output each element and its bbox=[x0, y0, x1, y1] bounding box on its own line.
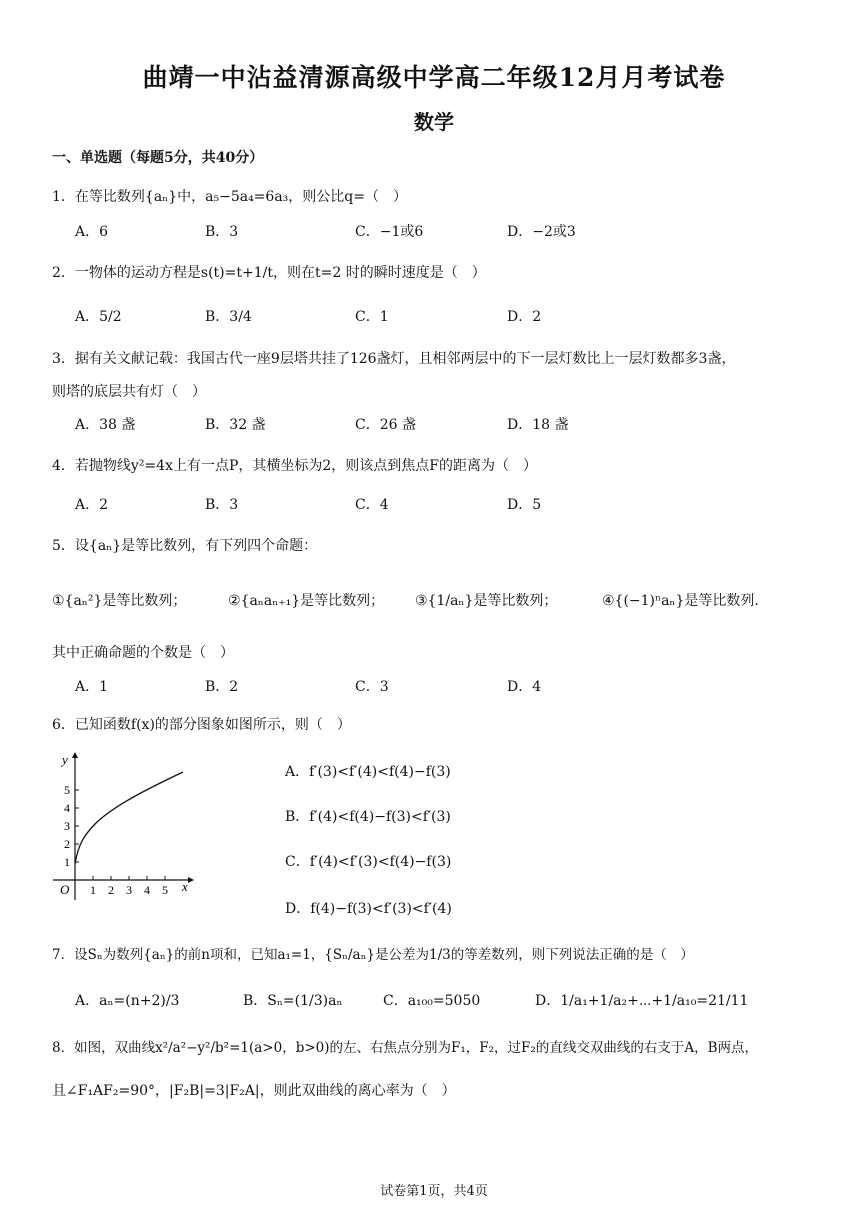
q3-option-d: D．18 盏 bbox=[507, 417, 569, 433]
q1-option-c: C．−1或6 bbox=[355, 224, 424, 240]
q7-option-a: A．aₙ=(n+2)/3 bbox=[75, 993, 180, 1009]
question-3-line2: 则塔的底层共有灯（ ） bbox=[52, 384, 206, 400]
q1-option-b: B．3 bbox=[205, 224, 239, 240]
q4-option-d: D．5 bbox=[507, 497, 542, 513]
section-heading: 一、单选题（每题5分，共40分） bbox=[52, 150, 264, 166]
function-graph bbox=[48, 750, 208, 910]
x-tick-label-2: 2 bbox=[108, 883, 114, 897]
x-tick-label-1: 1 bbox=[90, 883, 96, 897]
subject-title: 数学 bbox=[414, 110, 454, 134]
question-7: 7．设Sₙ为数列{aₙ}的前n项和，已知a₁=1，{Sₙ/aₙ}是公差为1/3的等差数列，则下列说法正确的是（ ） bbox=[52, 947, 694, 963]
q5-option-a: A．1 bbox=[75, 679, 109, 695]
q3-option-a: A．38 盏 bbox=[75, 417, 136, 433]
q5-option-b: B．2 bbox=[205, 679, 239, 695]
x-axis-arrow bbox=[188, 877, 194, 883]
q7-option-c: C．a₁₀₀=5050 bbox=[383, 993, 481, 1009]
q2-option-a: A．5/2 bbox=[75, 309, 122, 325]
x-tick-label-5: 5 bbox=[162, 883, 168, 897]
y-tick-label-4: 4 bbox=[64, 801, 70, 815]
y-tick-label-2: 2 bbox=[64, 837, 70, 851]
q5-proposition-1: ①{aₙ²}是等比数列； bbox=[52, 593, 187, 609]
q7-option-d: D．1/a₁+1/a₂+⋯+1/a₁₀=21/11 bbox=[535, 993, 749, 1009]
q2-option-b: B．3/4 bbox=[205, 309, 252, 325]
q5-proposition-2: ②{aₙaₙ₊₁}是等比数列； bbox=[228, 593, 385, 609]
q1-option-a: A．6 bbox=[75, 224, 109, 240]
y-axis-arrow bbox=[72, 752, 78, 758]
x-tick-label-4: 4 bbox=[144, 883, 150, 897]
question-5-line2: 其中正确命题的个数是（ ） bbox=[52, 645, 234, 661]
q2-option-c: C．1 bbox=[355, 309, 389, 325]
y-tick-label-3: 3 bbox=[64, 819, 70, 833]
q1-option-d: D．−2或3 bbox=[507, 224, 576, 240]
origin-label: O bbox=[60, 882, 70, 897]
q6-option-b: B．f′(4)<f(4)−f(3)<f′(3) bbox=[285, 809, 451, 825]
question-5: 5．设{aₙ}是等比数列，有下列四个命题： bbox=[52, 538, 318, 554]
question-2: 2．一物体的运动方程是s(t)=t+1/t，则在t=2 时的瞬时速度是（ ） bbox=[52, 265, 486, 281]
q5-proposition-3: ③{1/aₙ}是等比数列； bbox=[415, 593, 558, 609]
q3-option-b: B．32 盏 bbox=[205, 417, 266, 433]
page-title: 曲靖一中沾益清源高级中学高二年级12月月考试卷 bbox=[142, 63, 726, 92]
question-1: 1．在等比数列{aₙ}中，a₅−5a₄=6a₃，则公比q=（ ） bbox=[52, 189, 407, 205]
question-4: 4．若抛物线y²=4x上有一点P，其横坐标为2，则该点到焦点F的距离为（ ） bbox=[52, 458, 538, 474]
q4-option-b: B．3 bbox=[205, 497, 239, 513]
function-curve bbox=[75, 772, 183, 864]
q6-option-d: D．f(4)−f(3)<f′(3)<f′(4) bbox=[285, 901, 452, 917]
q6-option-c: C．f′(4)<f′(3)<f(4)−f(3) bbox=[285, 854, 452, 870]
q2-option-d: D．2 bbox=[507, 309, 542, 325]
q4-option-a: A．2 bbox=[75, 497, 109, 513]
q5-option-c: C．3 bbox=[355, 679, 389, 695]
x-axis-label: x bbox=[182, 879, 188, 894]
question-8: 8．如图，双曲线x²/a²−y²/b²=1(a>0，b>0)的左、右焦点分别为F₁，F₂，过F₂的直线交双曲线的右支于A，B两点， bbox=[52, 1040, 759, 1056]
q3-option-c: C．26 盏 bbox=[355, 417, 416, 433]
q5-proposition-4: ④{(−1)ⁿaₙ}是等比数列. bbox=[602, 593, 759, 609]
q6-option-a: A．f′(3)<f′(4)<f(4)−f(3) bbox=[285, 764, 451, 780]
question-6: 6．已知函数f(x)的部分图象如图所示，则（ ） bbox=[52, 717, 351, 733]
q7-option-b: B．Sₙ=(1/3)aₙ bbox=[243, 993, 343, 1009]
q4-option-c: C．4 bbox=[355, 497, 389, 513]
x-tick-label-3: 3 bbox=[126, 883, 132, 897]
question-3: 3．据有关文献记载：我国古代一座9层塔共挂了126盏灯，且相邻两层中的下一层灯数比上一层灯数都多3盏， bbox=[52, 351, 736, 367]
y-axis-label: y bbox=[62, 752, 68, 767]
page-footer: 试卷第1页，共4页 bbox=[380, 1184, 488, 1199]
y-tick-label-5: 5 bbox=[64, 783, 70, 797]
q5-option-d: D．4 bbox=[507, 679, 542, 695]
y-tick-label-1: 1 bbox=[64, 855, 70, 869]
question-8-line2: 且∠F₁AF₂=90°，|F₂B|=3|F₂A|，则此双曲线的离心率为（ ） bbox=[52, 1083, 456, 1099]
